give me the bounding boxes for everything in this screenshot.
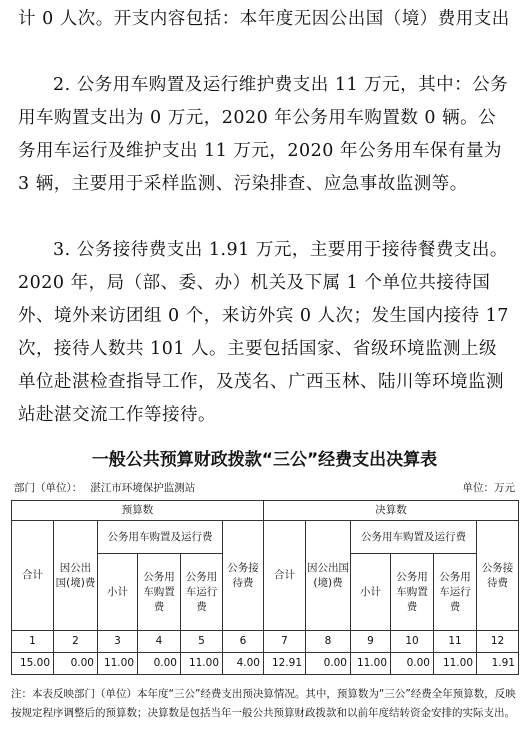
header-total: 合计: [12, 521, 54, 631]
paragraph-reception-expense: 3. 公务接待费支出 1.91 万元，主要用于接待餐费支出。2020 年，局（部、委、办）机关及下属 1 个单位共接待国外、境外来访团组 0 个，来访外宾 0 人次；发生国内接待 17 次，接待人数共 101 人。主要包括国家、省级环境监测上级单位赴湛检查指导工作，及茂名、广西玉林、陆川等环境监测站赴湛交流工作等接待。: [18, 240, 509, 425]
column-number: 10: [391, 631, 434, 653]
value-cell: 0.00: [306, 653, 351, 675]
header-operation: 公务用车运行费: [434, 554, 477, 631]
header-final: 决算数: [264, 501, 519, 521]
value-cell: 1.91: [477, 653, 519, 675]
header-reception: 公务接待费: [477, 521, 519, 631]
header-subtotal: 小计: [351, 554, 391, 631]
value-row: [12, 653, 519, 675]
header-vehicle: 公务用车购置及运行费: [351, 521, 477, 554]
column-number: 9: [351, 631, 391, 653]
header-abroad: 因公出国(境)费: [54, 521, 98, 631]
value-cell: 4.00: [223, 653, 264, 675]
department-label: 部门（单位）：: [14, 482, 83, 494]
header-operation: 公务用车运行费: [181, 554, 223, 631]
column-number: 5: [181, 631, 223, 653]
column-number: 8: [306, 631, 351, 653]
header-purchase: 公务用车购置费: [138, 554, 181, 631]
header-budget: 预算数: [12, 501, 264, 521]
value-cell: 11.00: [434, 653, 477, 675]
value-cell: 15.00: [12, 653, 54, 675]
column-number: 12: [477, 631, 519, 653]
column-number: 7: [264, 631, 306, 653]
column-number: 6: [223, 631, 264, 653]
value-cell: 11.00: [98, 653, 138, 675]
column-number: 2: [54, 631, 98, 653]
value-cell: 0.00: [138, 653, 181, 675]
column-number: 1: [12, 631, 54, 653]
column-number: 11: [434, 631, 477, 653]
table-note: 注：本表反映部门（单位）本年度“三公”经费支出预决算情况。其中，预算数为“三公”经费全年预算数，反映按规定程序调整后的预算数；决算数是包括当年一般公共预算财政拨款和以前年度结转资金安排的实际支出。: [11, 688, 516, 719]
header-abroad: 因公出国(境)费: [306, 521, 351, 631]
paragraph-continued: 计 0 人次。开支内容包括：本年度无因公出国（境）费用支出: [18, 9, 510, 29]
column-number: 4: [138, 631, 181, 653]
value-cell: 11.00: [351, 653, 391, 675]
header-subtotal: 小计: [98, 554, 138, 631]
header-reception: 公务接待费: [223, 521, 264, 631]
column-number: 3: [98, 631, 138, 653]
three-public-expense-table: [11, 500, 519, 675]
unit-label: 单位：万元: [462, 482, 515, 494]
value-cell: 11.00: [181, 653, 223, 675]
value-cell: 0.00: [391, 653, 434, 675]
value-cell: 0.00: [54, 653, 98, 675]
header-total: 合计: [264, 521, 306, 631]
table-title: 一般公共预算财政拨款“三公”经费支出决算表: [91, 450, 438, 470]
header-vehicle: 公务用车购置及运行费: [98, 521, 223, 554]
header-purchase: 公务用车购置费: [391, 554, 434, 631]
department-line: [14, 480, 195, 495]
value-cell: 12.91: [264, 653, 306, 675]
column-number-row: [12, 631, 519, 653]
paragraph-vehicle-expense: 2. 公务用车购置及运行维护费支出 11 万元，其中：公务用车购置支出为 0 万元，2020 年公务用车购置数 0 辆。公务用车运行及维护支出 11 万元，2020 年公务用车保有量为 3 辆，主要用于采样监测、污染排查、应急事故监测等。: [18, 75, 509, 194]
department-name: 湛江市环境保护监测站: [90, 482, 196, 494]
